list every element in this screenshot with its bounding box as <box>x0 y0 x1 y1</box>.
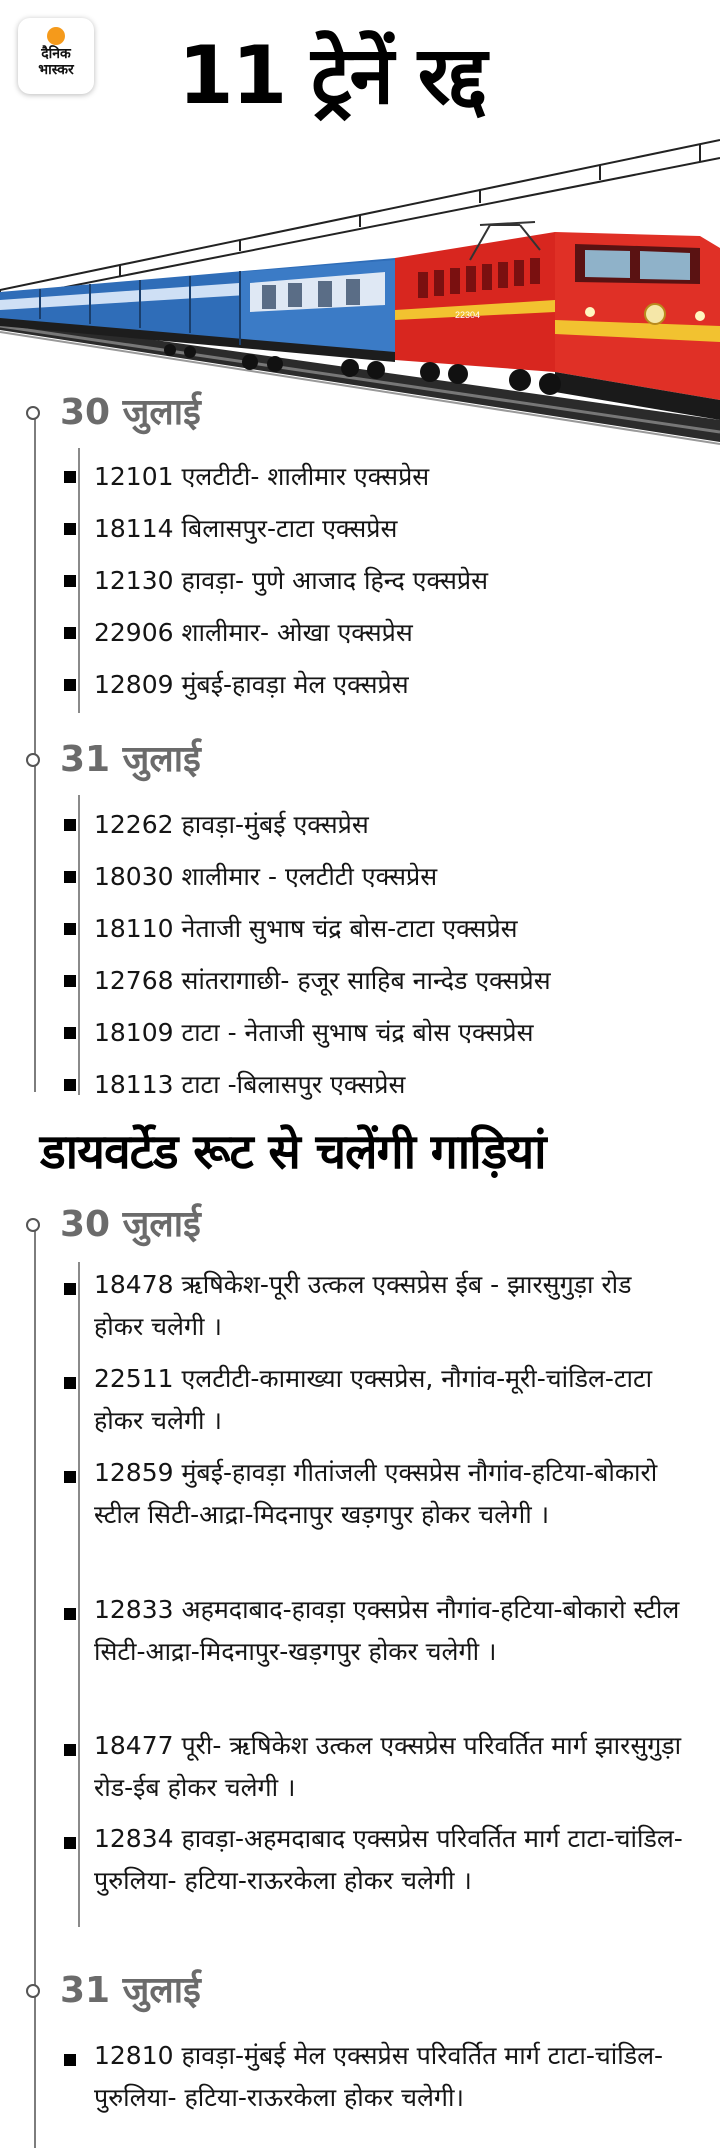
date-heading: 30 जुलाई <box>60 392 201 433</box>
date-heading: 31 जुलाई <box>60 1970 201 2011</box>
logo-line-1: दैनिक <box>41 46 71 62</box>
diverted-train-item: 18478 ऋषिकेश-पूरी उत्कल एक्सप्रेस ईब - झारसुगुड़ा रोड होकर चलेगी । <box>94 1270 632 1341</box>
bullet-icon <box>64 679 76 691</box>
cancelled-train-item: 18113 टाटा -बिलासपुर एक्सप्रेस <box>94 1070 406 1099</box>
bullet-icon <box>64 1744 76 1756</box>
cancelled-train-item: 18109 टाटा - नेताजी सुभाष चंद्र बोस एक्सप्रेस <box>94 1018 534 1047</box>
timeline-line-diverted <box>34 1228 36 2148</box>
bullet-icon <box>64 1079 76 1091</box>
timeline-line-cancelled <box>34 412 36 1092</box>
date-heading: 30 जुलाई <box>60 1204 201 1245</box>
cancelled-train-item: 12262 हावड़ा-मुंबई एक्सप्रेस <box>94 810 369 839</box>
bullet-icon <box>64 1283 76 1295</box>
bullet-icon <box>64 627 76 639</box>
logo-line-2: भास्कर <box>38 62 74 78</box>
diverted-section-title: डायवर्टेड रूट से चलेंगी गाड़ियां <box>40 1124 546 1180</box>
bullet-icon <box>64 523 76 535</box>
bullet-icon <box>64 923 76 935</box>
diverted-train-item: 12833 अहमदाबाद-हावड़ा एक्सप्रेस नौगांव-हटिया-बोकारो स्टील सिटी-आद्रा-मिदनापुर-खड़गपुर होकर चलेगी । <box>94 1595 680 1666</box>
timeline-dot <box>26 406 40 420</box>
cancelled-train-item: 18114 बिलासपुर-टाटा एक्सप्रेस <box>94 514 398 543</box>
bullet-icon <box>64 1027 76 1039</box>
bullet-icon <box>64 819 76 831</box>
cancelled-train-item: 12809 मुंबई-हावड़ा मेल एक्सप्रेस <box>94 670 409 699</box>
bullet-icon <box>64 975 76 987</box>
bullet-icon <box>64 1471 76 1483</box>
page-title: 11 ट्रेनें रद्द <box>178 29 486 122</box>
bullet-icon <box>64 575 76 587</box>
dainik-bhaskar-logo <box>18 18 94 94</box>
date-heading: 31 जुलाई <box>60 739 201 780</box>
timeline-dot <box>26 1218 40 1232</box>
cancelled-train-item: 18110 नेताजी सुभाष चंद्र बोस-टाटा एक्सप्रेस <box>94 914 518 943</box>
cancelled-train-item: 22906 शालीमार- ओखा एक्सप्रेस <box>94 618 413 647</box>
diverted-train-item: 18477 पूरी- ऋषिकेश उत्कल एक्सप्रेस परिवर्तित मार्ग झारसुगुड़ा रोड-ईब होकर चलेगी । <box>94 1731 682 1802</box>
cancelled-train-item: 12130 हावड़ा- पुणे आजाद हिन्द एक्सप्रेस <box>94 566 488 595</box>
sun-icon <box>47 27 65 45</box>
diverted-train-item: 12810 हावड़ा-मुंबई मेल एक्सप्रेस परिवर्तित मार्ग टाटा-चांडिल-पुरुलिया- हटिया-राऊरकेला होकर चलेगी। <box>94 2041 664 2112</box>
bullet-icon <box>64 1837 76 1849</box>
timeline-dot <box>26 753 40 767</box>
date-subline <box>78 1262 80 1927</box>
bullet-icon <box>64 1608 76 1620</box>
bullet-icon <box>64 471 76 483</box>
passenger-coaches <box>0 258 395 379</box>
bullet-icon <box>64 2054 76 2066</box>
diverted-train-item: 12834 हावड़ा-अहमदाबाद एक्सप्रेस परिवर्तित मार्ग टाटा-चांडिल-पुरुलिया- हटिया-राऊरकेला होकर चलेगी । <box>94 1824 683 1895</box>
engine-number: 22304 <box>455 310 481 320</box>
date-subline <box>78 448 80 713</box>
date-subline <box>78 795 80 1095</box>
bullet-icon <box>64 871 76 883</box>
cancelled-train-item: 12768 सांतरागाछी- हजूर साहिब नान्देड एक्सप्रेस <box>94 966 551 995</box>
timeline-dot <box>26 1984 40 1998</box>
diverted-train-item: 22511 एलटीटी-कामाख्या एक्सप्रेस, नौगांव-मूरी-चांडिल-टाटा होकर चलेगी । <box>94 1364 653 1435</box>
bullet-icon <box>64 1377 76 1389</box>
cancelled-train-item: 18030 शालीमार - एलटीटी एक्सप्रेस <box>94 862 438 891</box>
cancelled-train-item: 12101 एलटीटी- शालीमार एक्सप्रेस <box>94 462 430 491</box>
diverted-train-item: 12859 मुंबई-हावड़ा गीतांजली एक्सप्रेस नौगांव-हटिया-बोकारो स्टील सिटी-आद्रा-मिदनापुर खड़गपुर होकर चलेगी । <box>94 1458 658 1529</box>
